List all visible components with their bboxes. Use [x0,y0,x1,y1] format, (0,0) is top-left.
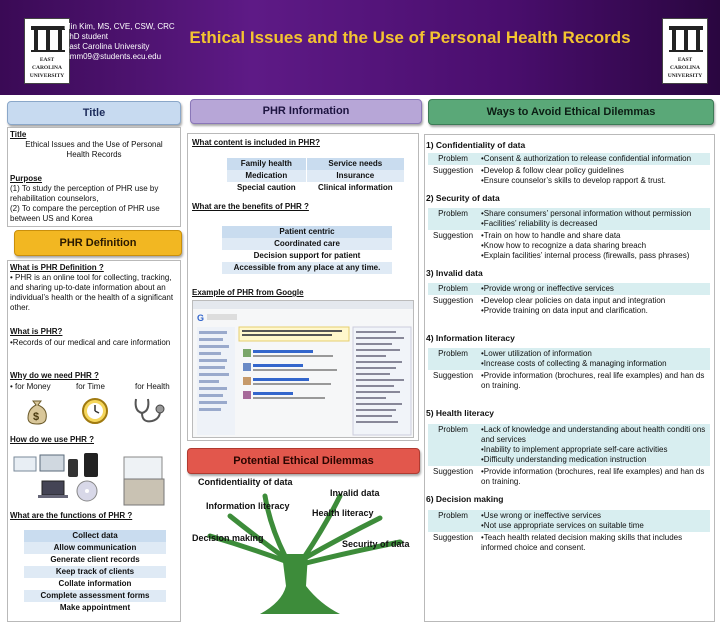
author-info [64,22,175,62]
why-time: for Time [76,382,105,391]
suggestion-item: •Provide information (brochures, real life examples) and han ds on training. [481,371,705,390]
title-section-header: Title [7,101,181,125]
problem-item: •Use wrong or ineffective services [481,511,602,520]
money-bag-icon [24,395,50,425]
suggestion-label: Suggestion [428,370,478,392]
problem-item: •Not use appropriate services on suitable time [481,521,644,530]
poster-title: Ethical Issues and the Use of Personal Health Records [189,28,631,47]
content-cell: Insurance [306,170,404,182]
problem-item: •Provide wrong or ineffective services [481,284,614,293]
problem-item: •Inability to implement appropriate self-care activities [481,445,668,454]
title-label: Title [10,130,27,139]
content-table [226,158,404,194]
function-item: Keep track of clients [24,566,166,578]
section-title: 3) Invalid data [426,268,483,278]
section-table-invalid-data [428,283,710,317]
section-table-confidentiality [428,153,710,187]
suggestion-label: Suggestion [428,295,478,317]
potential-dilemmas-header: Potential Ethical Dilemmas [187,448,420,474]
logo-text-line: UNIVERSITY [667,73,703,79]
problem-label: Problem [428,283,478,295]
function-item: Collect data [24,530,166,542]
problem-label: Problem [428,208,478,230]
suggestion-item: •Train on how to handle and share data [481,231,621,240]
what-is-question: What is PHR? [10,327,63,336]
why-money: • for Money [10,382,51,391]
functions-question: What are the functions of PHR ? [10,511,133,520]
function-item: Make appointment [24,602,166,614]
phr-definition-header: PHR Definition [14,230,182,256]
title-text: Ethical Issues and the Use of Personal Health Records [25,140,163,159]
purpose-label: Purpose [10,174,43,183]
phr-information-header: PHR Information [190,99,422,124]
content-cell: Special caution [227,182,307,194]
why-health: for Health [135,382,170,391]
suggestion-item: •Provide information (brochures, real life examples) and han ds on training. [481,467,705,486]
title-section-box [7,127,181,227]
logo-text-line: CAROLINA [670,65,700,71]
function-item: Collate information [24,578,166,590]
content-question: What content is included in PHR? [192,138,320,147]
section-table-security [428,208,710,262]
section-title: 5) Health literacy [426,408,495,418]
author-name: Min Kim, MS, CVE, CSW, CRC [64,22,175,31]
google-health-screenshot [192,300,414,438]
poster-banner [0,0,720,95]
what-def-answer: • PHR is an online tool for collecting, tracking, and sharing up-to-date information about an individual’s health or the health of a significant other. [10,273,174,312]
benefits-table [222,226,392,274]
section-table-health-literacy [428,424,710,488]
suggestion-item: •Ensure counselor’s skills to develop rapport & trust. [481,176,666,185]
dilemma-tree-illustration [190,476,420,626]
author-university: East Carolina University [64,42,150,51]
stethoscope-icon [132,397,168,425]
suggestion-label: Suggestion [428,466,478,488]
problem-label: Problem [428,153,478,165]
benefit-item: Coordinated care [222,238,392,250]
tree-label-decision-making: Decision making [192,533,264,543]
section-title: 1) Confidentiality of data [426,140,526,150]
function-item: Complete assessment forms [24,590,166,602]
problem-label: Problem [428,424,478,466]
tree-label-security: Security of data [342,539,410,549]
purpose-item: (1) To study the perception of PHR use by rehabilitation counselors, [10,184,159,203]
tree-label-invalid-data: Invalid data [330,488,380,498]
suggestion-item: •Provide training on data input and clarification. [481,306,648,315]
suggestion-item: •Teach health related decision making skills that includes informed choice and consent. [481,533,683,552]
section-title: 6) Decision making [426,494,504,504]
problem-item: •Facilities’ reliability is decreased [481,219,598,228]
suggestion-label: Suggestion [428,165,478,187]
example-question: Example of PHR from Google [192,288,304,297]
benefits-question: What are the benefits of PHR ? [192,202,309,211]
suggestion-label: Suggestion [428,230,478,262]
clock-icon [80,395,110,425]
function-item: Generate client records [24,554,166,566]
section-table-decision-making [428,510,710,554]
tree-label-health-literacy: Health literacy [312,508,374,518]
suggestion-item: •Develop clear policies on data input and integration [481,296,666,305]
ecu-logo-right [662,18,708,84]
author-role: PhD student [64,32,109,41]
logo-text-line: UNIVERSITY [29,73,65,79]
suggestion-label: Suggestion [428,532,478,554]
problem-item: •Consent & authorization to release confidential information [481,154,692,163]
why-question: Why do we need PHR ? [10,371,99,380]
benefit-item: Patient centric [222,226,392,238]
purpose-item: (2) To compare the perception of PHR use between US and Korea [10,204,160,223]
problem-item: •Increase costs of collecting & managing information [481,359,667,368]
author-email: kimm09@students.ecu.edu [64,52,162,61]
tree-label-information-literacy: Information literacy [206,501,290,511]
problem-item: •Lack of knowledge and understanding about health conditi ons and services [481,425,706,444]
problem-label: Problem [428,348,478,370]
problem-item: •Share consumers’ personal information without permission [481,209,692,218]
content-cell: Family health [227,158,307,170]
suggestion-item: •Know how to recognize a data sharing breach [481,241,647,250]
tree-label-confidentiality: Confidentiality of data [198,477,293,487]
section-title: 4) Information literacy [426,333,515,343]
ways-to-avoid-header: Ways to Avoid Ethical Dilemmas [428,99,714,125]
phr-devices-image [12,451,178,509]
problem-item: •Lower utilization of information [481,349,592,358]
content-cell: Clinical information [306,182,404,194]
what-def-question: What is PHR Definition ? [10,263,104,272]
function-item: Allow communication [24,542,166,554]
svg-text:$: $ [33,411,40,423]
benefit-item: Decision support for patient [222,250,392,262]
content-cell: Service needs [306,158,404,170]
suggestion-item: •Explain facilities’ internal process (firewalls, pass phrases) [481,251,690,260]
section-title: 2) Security of data [426,193,500,203]
content-cell: Medication [227,170,307,182]
how-question: How do we use PHR ? [10,435,95,444]
what-is-answer: •Records of our medical and care information [10,338,171,347]
logo-text-line: CAROLINA [32,65,62,71]
svg-text:G: G [197,313,205,323]
suggestion-item: •Develop & follow clear policy guidelines [481,166,624,175]
logo-text-line: EAST [677,57,693,63]
section-table-information-literacy [428,348,710,392]
functions-table [24,530,166,614]
problem-label: Problem [428,510,478,532]
benefit-item: Accessible from any place at any time. [222,262,392,274]
problem-item: •Difficulty understanding medication instruction [481,455,647,464]
logo-text-line: EAST [39,57,55,63]
